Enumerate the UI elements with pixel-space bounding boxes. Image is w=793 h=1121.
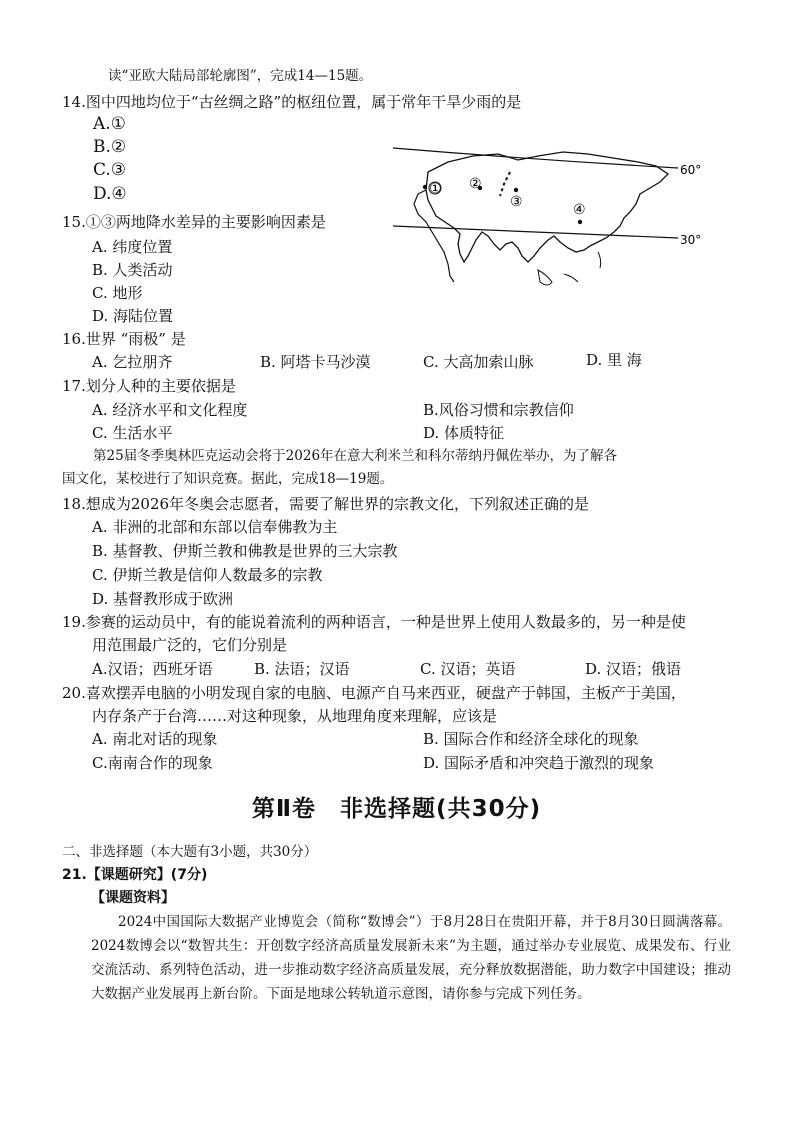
island-outline	[564, 274, 578, 282]
latitude-line-60	[393, 148, 678, 168]
question-18-option-d: D. 基督教形成于欧洲	[92, 590, 234, 608]
marker-2-label: ②	[469, 176, 482, 192]
question-17-option-d: D. 体质特征	[423, 424, 505, 442]
question-18-option-b: B. 基督教、伊斯兰教和佛教是世界的三大宗教	[92, 542, 398, 560]
question-18-stem: 18.想成为2026年冬奥会志愿者，需要了解世界的宗教文化，下列叙述正确的是	[62, 495, 590, 513]
question-14-stem: 14.图中四地均位于“古丝绸之路”的枢纽位置，属于常年干旱少雨的是	[62, 93, 522, 111]
section-2-title: 第Ⅱ卷 非选择题(共30分)	[251, 796, 542, 822]
question-17-option-c: C. 生活水平	[92, 424, 173, 442]
question-15-option-c: C. 地形	[92, 284, 143, 302]
question-16-option-d: D. 里 海	[586, 351, 642, 369]
marker-4-label: ④	[573, 202, 586, 218]
latitude-label-30: 30°	[680, 233, 702, 247]
intro-18-19-line1: 第25届冬季奥林匹克运动会将于2026年在意大利米兰和科尔蒂纳丹佩佐举办，为了解各	[93, 448, 618, 464]
continent-outline	[426, 152, 668, 262]
question-20-option-a: A. 南北对话的现象	[92, 730, 218, 748]
marker-dot-3	[514, 188, 518, 192]
question-17-stem: 17.划分人种的主要依据是	[62, 377, 236, 395]
marker-dot-4	[578, 220, 582, 224]
question-17-option-a: A. 经济水平和文化程度	[92, 401, 248, 419]
question-20-stem-line1: 20.喜欢摆弄电脑的小明发现自家的电脑、电源产自马来西亚，硬盘产于韩国，主板产于美国，	[62, 684, 686, 702]
question-14-option-a: A.①	[93, 114, 126, 134]
question-15-stem: 15.①③两地降水差异的主要影响因素是	[62, 213, 326, 231]
africa-outline	[414, 190, 454, 282]
question-20-option-c: C.南南合作的现象	[92, 754, 213, 772]
dashed-route	[500, 172, 510, 196]
marker-3-label: ③	[510, 194, 523, 210]
island-outline	[598, 252, 601, 268]
section-2-subtitle: 二、非选择题（本大题有3小题，共30分）	[62, 844, 318, 860]
latitude-label-60: 60°	[680, 163, 702, 177]
intro-18-19-line2: 国文化，某校进行了知识竞赛。据此，完成18—19题。	[62, 471, 394, 487]
marker-1-label: ①	[429, 181, 442, 197]
question-14-option-c: C.③	[93, 160, 127, 180]
question-16-option-c: C. 大高加索山脉	[423, 353, 534, 371]
question-15-option-d: D. 海陆位置	[92, 307, 174, 325]
question-16-stem: 16.世界 “雨极” 是	[62, 330, 186, 348]
latitude-line-30	[393, 226, 678, 238]
eurasia-outline-map	[388, 132, 718, 302]
question-19-stem-line2: 用范围最广泛的，它们分别是	[92, 636, 288, 654]
question-15-option-b: B. 人类活动	[92, 261, 173, 279]
question-15-option-a: A. 纬度位置	[92, 238, 173, 256]
question-14-option-b: B.②	[93, 137, 127, 157]
island-outline	[538, 270, 552, 285]
question-21-material-label: 【课题资料】	[91, 890, 175, 906]
question-20-option-d: D. 国际矛盾和冲突趋于激烈的现象	[423, 754, 655, 772]
question-16-option-a: A. 乞拉朋齐	[92, 353, 173, 371]
question-16-option-b: B. 阿塔卡马沙漠	[260, 353, 371, 371]
question-19-option-d: D. 汉语；俄语	[585, 660, 682, 678]
question-14-option-d: D.④	[93, 184, 127, 204]
question-21-paragraph: 2024中国国际大数据产业博览会（简称“数博会”）于8月28日在贵阳开幕，并于8月30日圆满落幕。2024数博会以“数智共生：开创数字经济高质量发展新未来”为主题，通过举办专业展览、成果发布、行业交流活动、系列特色活动，进一步推动数字经济高质量发展，充分释放数据潜能，助力数字中国建设；推动大数据产业发展再上新台阶。下面是地球公转轨道示意图，请你参与完成下列任务。	[91, 914, 731, 1002]
question-20-stem-line2: 内存条产于台湾……对这种现象，从地理角度来理解，应该是	[92, 707, 498, 725]
question-20-option-b: B. 国际合作和经济全球化的现象	[423, 730, 639, 748]
question-18-option-a: A. 非洲的北部和东部以信奉佛教为主	[92, 518, 338, 536]
question-19-option-b: B. 法语；汉语	[254, 660, 350, 678]
question-19-option-c: C. 汉语；英语	[420, 660, 516, 678]
question-21-title: 21.【课题研究】(7分)	[62, 867, 208, 883]
intro-14-15: 读“亚欧大陆局部轮廓图”，完成14—15题。	[108, 68, 373, 84]
question-19-option-a: A.汉语；西班牙语	[92, 660, 213, 678]
question-17-option-b: B.风俗习惯和宗教信仰	[423, 401, 574, 419]
question-19-stem-line1: 19.参赛的运动员中，有的能说着流利的两种语言，一种是世界上使用人数最多的，另一种是使	[62, 613, 686, 631]
marker-dot-1	[423, 185, 427, 189]
question-18-option-c: C. 伊斯兰教是信仰人数最多的宗教	[92, 566, 323, 584]
